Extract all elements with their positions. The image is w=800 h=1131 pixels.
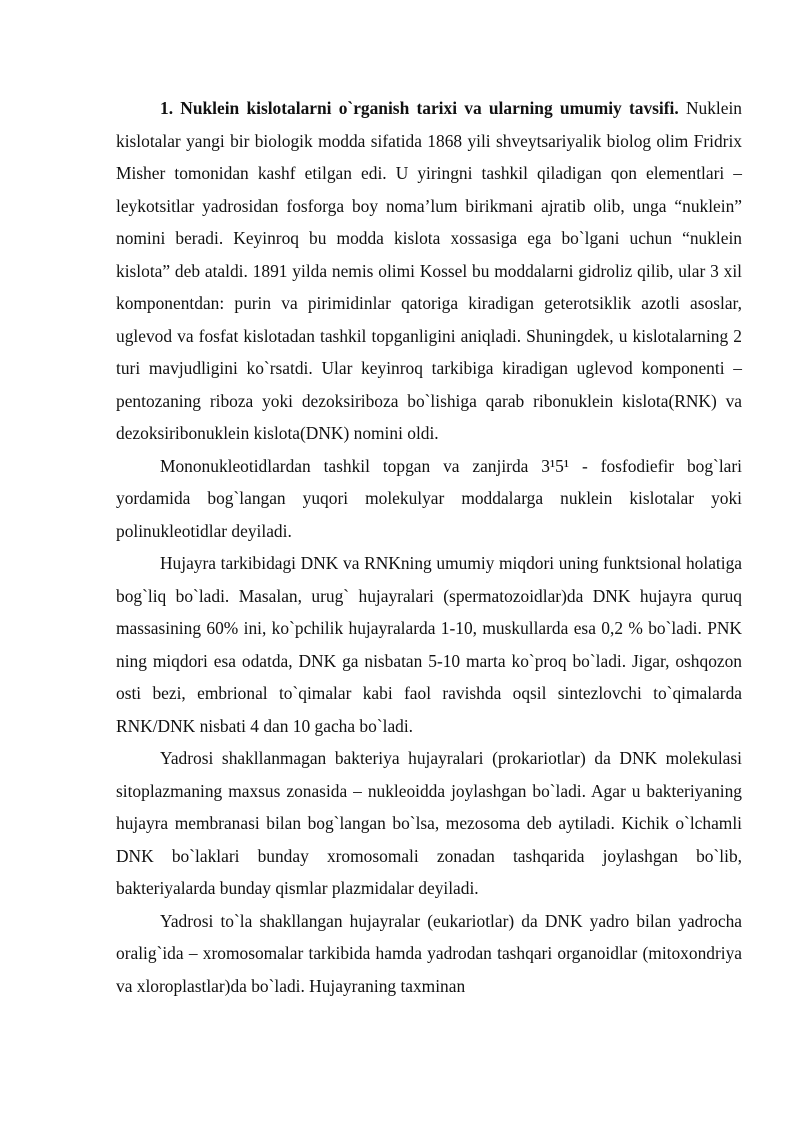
document-page — [116, 92, 742, 1002]
paragraph-prokaryotes: Yadrosi shakllanmagan bakteriya hujayralari (prokariotlar) da DNK molekulasi sitoplazmaning maxsus zonasida – nukleoidda joylashgan bo`ladi. Agar u bakteriyaning hujayra membranasi bilan bog`langan bo`lsa, mezosoma deb aytiladi. Kichik o`lchamli DNK bo`laklari bunday xromosomali zonadan tashqarida joylashgan bo`lib, bakteriyalarda bunday qismlar plazmidalar deyiladi. — [116, 748, 742, 898]
paragraph-eukaryotes: Yadrosi to`la shakllangan hujayralar (eukariotlar) da DNK yadro bilan yadrocha oralig`ida – xromosomalar tarkibida hamda yadrodan tashqari organoidlar (mitoxondriya va xloroplastlar)da bo`ladi. Hujayraning taxminan — [116, 910, 742, 996]
paragraph-text: Nuklein kislotalar yangi bir biologik modda sifatida 1868 yili shveytsariyalik biolog olim Fridrix Misher tomonidan kashf etilgan edi. U yiringni tashkil qiladigan qon elementlari – leykotsitlar yadrosidan fosforga boy noma’lum birikmani ajratib olib, unga “nuklein” nomini beradi. Keyinroq bu modda kislota xossasiga ega bo`lgani uchun “nuklein kislota” deb ataldi. 1891 yilda nemis olimi Kossel bu moddalarni gidroliz qilib, ular 3 xil komponentdan: purin va pirimidinlar qatoriga kiradigan geterotsiklik azotli asoslar, uglevod va fosfat kislotadan tashkil topganligini aniqladi. Shuningdek, u kislotalarning 2 turi mavjudligini ko`rsatdi. Ular keyinroq tarkibiga kiradigan uglevod komponenti – pentozaning riboza yoki dezoksiriboza bo`lishiga qarab ribonuklein kislota(RNK) va dezoksiribonuklein kislota(DNK) nomini oldi. — [116, 98, 742, 443]
paragraph-quantity: Hujayra tarkibidagi DNK va RNKning umumiy miqdori uning funktsional holatiga bog`liq bo`ladi. Masalan, urug` hujayralari (spermatozoidlar)da DNK hujayra quruq massasining 60% ini, ko`pchilik hujayralarda 1-10, muskullarda esa 0,2 % bo`ladi. PNK ning miqdori esa odatda, DNK ga nisbatan 5-10 marta ko`proq bo`ladi. Jigar, oshqozon osti bezi, embrional to`qimalar kabi faol ravishda oqsil sintezlovchi to`qimalarda RNK/DNK nisbati 4 dan 10 gacha bo`ladi. — [116, 553, 742, 736]
paragraph-intro — [116, 92, 742, 450]
section-heading: 1. Nuklein kislotalarni o`rganish tarixi va ularning umumiy tavsifi. — [160, 98, 679, 118]
paragraph-definition: Mononukleotidlardan tashkil topgan va zanjirda 3¹5¹ - fosfodiefir bog`lari yordamida bog`langan yuqori molekulyar moddalarga nuklein kislotalar yoki polinukleotidlar deyiladi. — [116, 455, 742, 541]
